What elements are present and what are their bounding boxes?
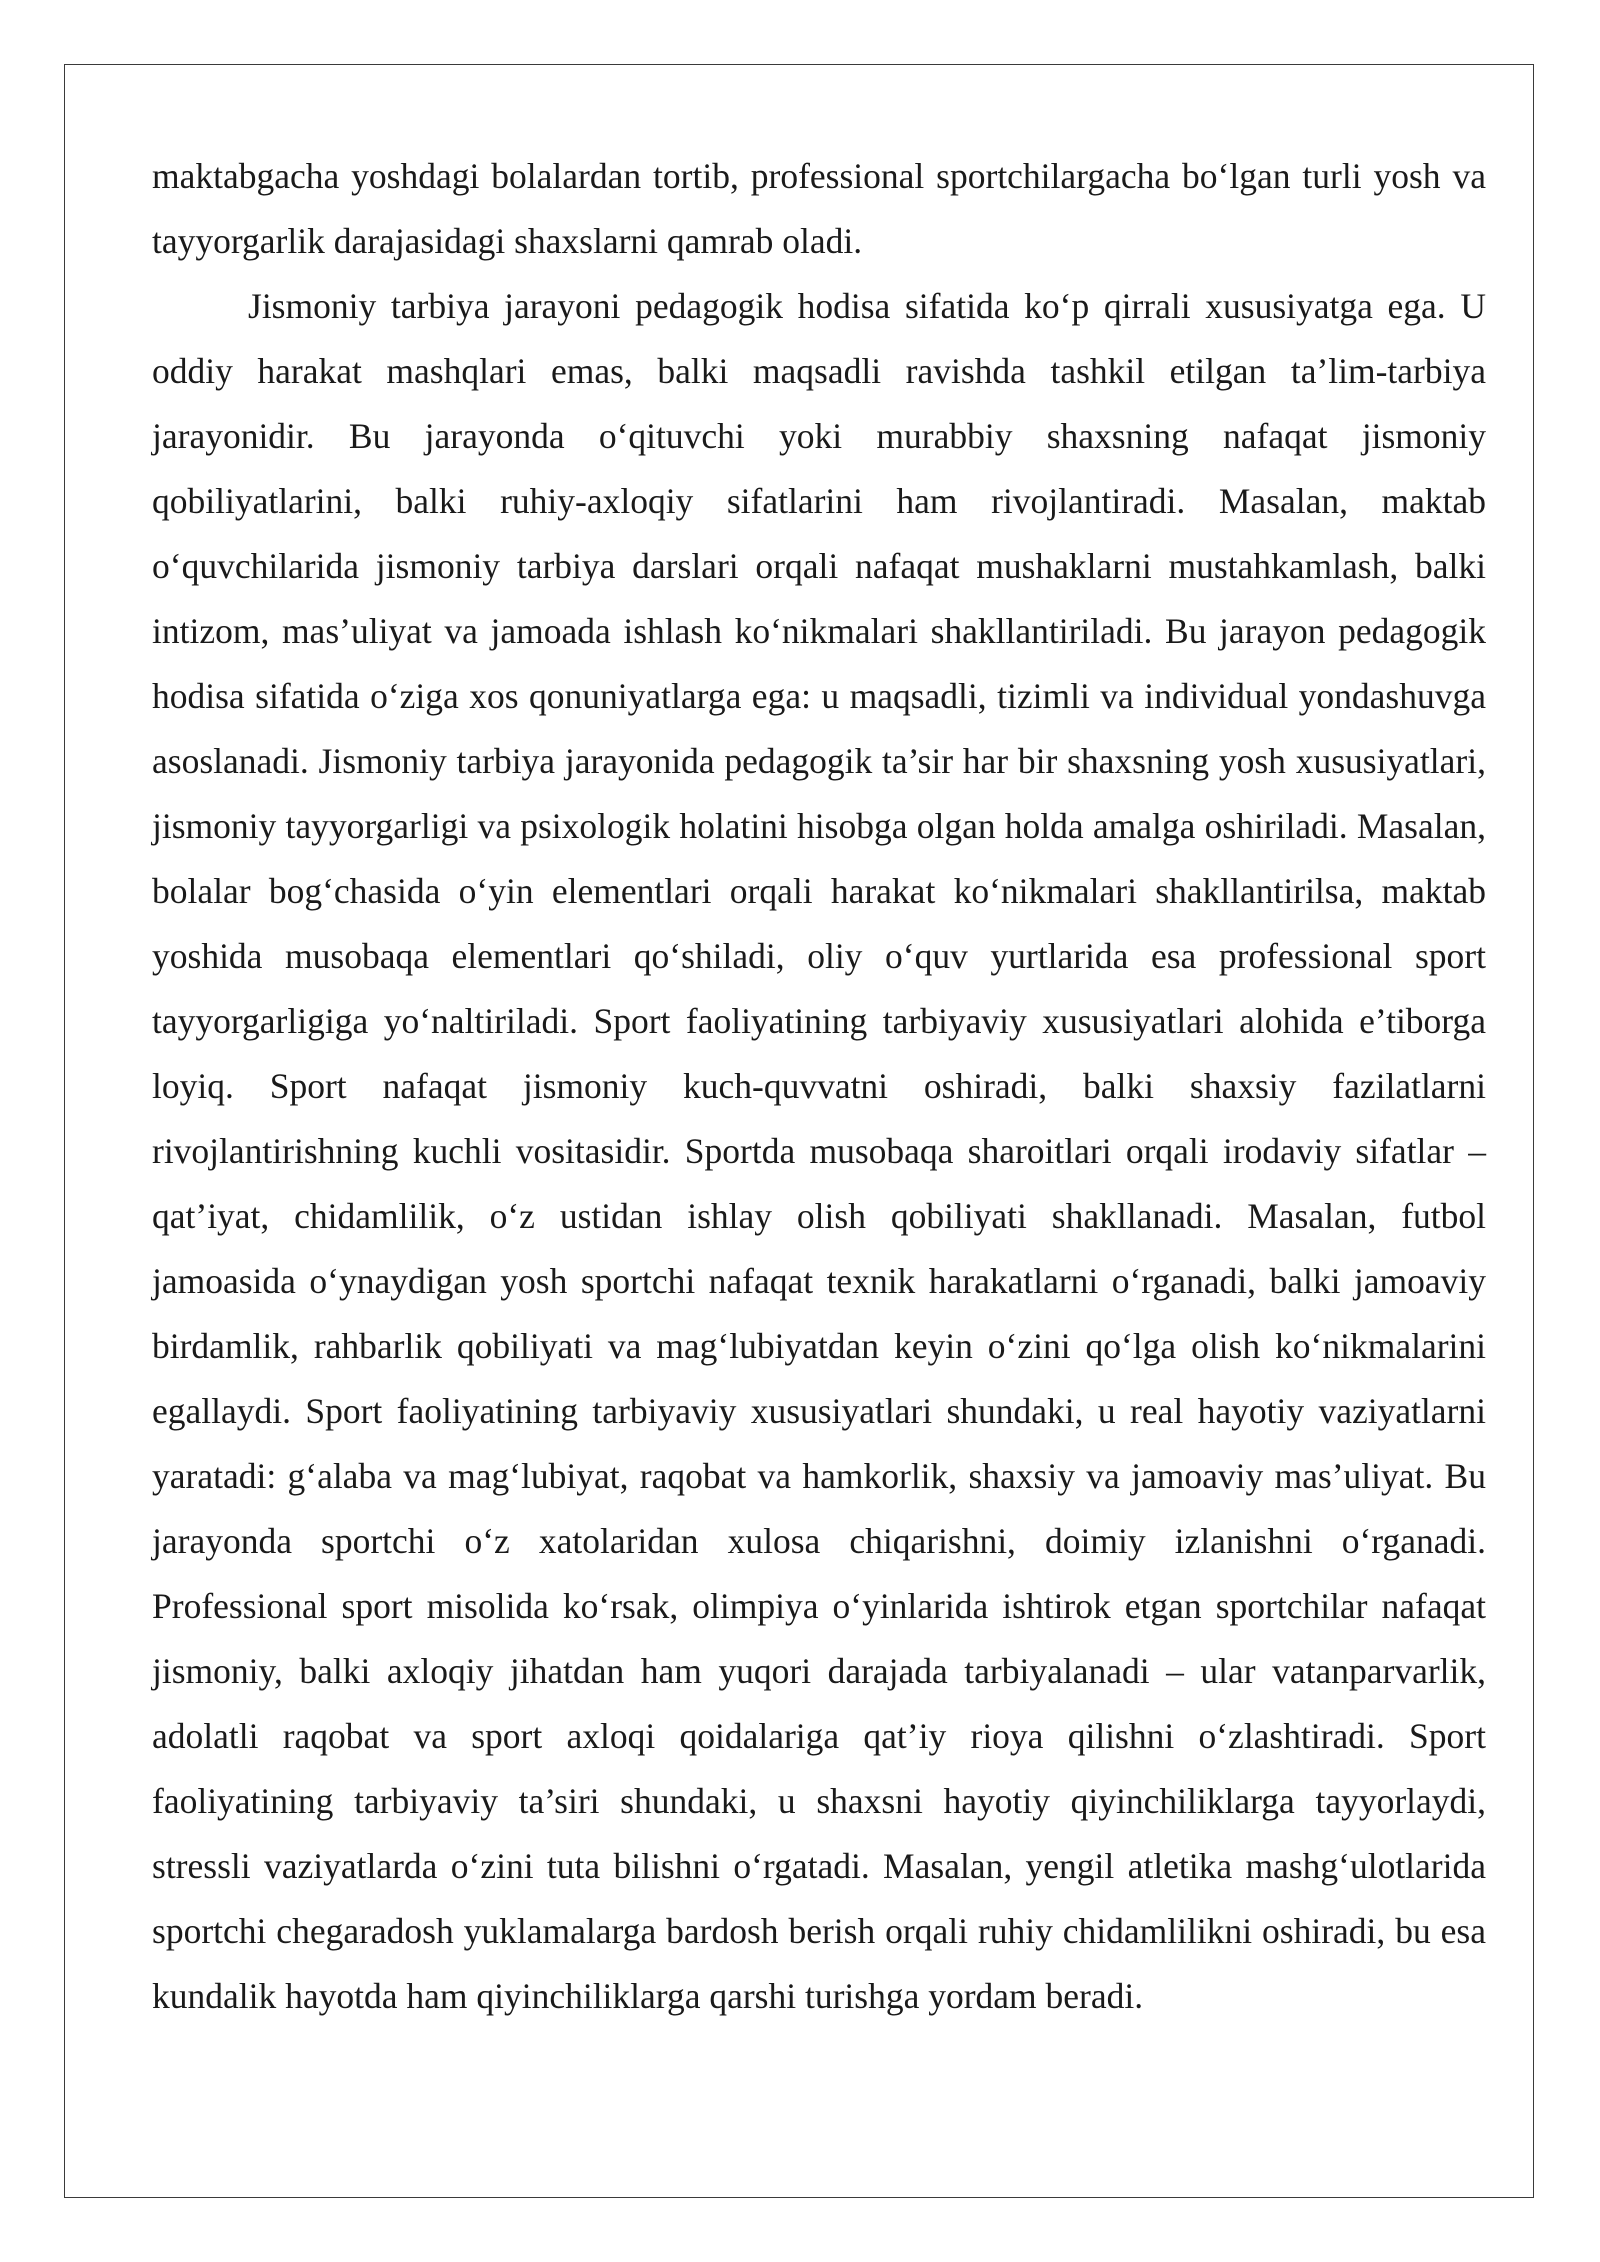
paragraph-continuation: maktabgacha yoshdagi bolalardan tortib, professional sportchilargacha bo‘lgan turli yosh va tayyorgarlik darajasidagi shaxslarni qamrab oladi.: [152, 156, 1486, 261]
paragraph-main: Jismoniy tarbiya jarayoni pedagogik hodisa sifatida ko‘p qirrali xususiyatga ega. U oddiy harakat mashqlari emas, balki maqsadli ravishda tashkil etilgan ta’lim-tarbiya jarayonidir. Bu jarayonda o‘qituvchi yoki murabbiy shaxsning nafaqat jismoniy qobiliyatlarini, balki ruhiy-axloqiy sifatlarini ham rivojlantiradi. Masalan, maktab o‘quvchilarida jismoniy tarbiya darslari orqali nafaqat mushaklarni mustahkamlash, balki intizom, mas’uliyat va jamoada ishlash ko‘nikmalari shakllantiriladi. Bu jarayon pedagogik hodisa sifatida o‘ziga xos qonuniyatlarga ega: u maqsadli, tizimli va individual yondashuvga asoslanadi. Jismoniy tarbiya jarayonida pedagogik ta’sir har bir shaxsning yosh xususiyatlari, jismoniy tayyorgarligi va psixologik holatini hisobga olgan holda amalga oshiriladi. Masalan, bolalar bog‘chasida o‘yin elementlari orqali harakat ko‘nikmalari shakllantirilsa, maktab yoshida musobaqa elementlari qo‘shiladi, oliy o‘quv yurtlarida esa professional sport tayyorgarligiga yo‘naltiriladi. Sport faoliyatining tarbiyaviy xususiyatlari alohida e’tiborga loyiq. Sport nafaqat jismoniy kuch-quvvatni oshiradi, balki shaxsiy fazilatlarni rivojlantirishning kuchli vositasidir. Sportda musobaqa sharoitlari orqali irodaviy sifatlar – qat’iyat, chidamlilik, o‘z ustidan ishlay olish qobiliyati shakllanadi. Masalan, futbol jamoasida o‘ynaydigan yosh sportchi nafaqat texnik harakatlarni o‘rganadi, balki jamoaviy birdamlik, rahbarlik qobiliyati va mag‘lubiyatdan keyin o‘zini qo‘lga olish ko‘nikmalarini egallaydi. Sport faoliyatining tarbiyaviy xususiyatlari shundaki, u real hayotiy vaziyatlarni yaratadi: g‘alaba va mag‘lubiyat, raqobat va hamkorlik, shaxsiy va jamoaviy mas’uliyat. Bu jarayonda sportchi o‘z xatolaridan xulosa chiqarishni, doimiy izlanishni o‘rganadi. Professional sport misolida ko‘rsak, olimpiya o‘yinlarida ishtirok etgan sportchilar nafaqat jismoniy, balki axloqiy jihatdan ham yuqori darajada tarbiyalanadi – ular vatanparvarlik, adolatli raqobat va sport axloqi qoidalariga qat’iy rioya qilishni o‘zlashtiradi. Sport faoliyatining tarbiyaviy ta’siri shundaki, u shaxsni hayotiy qiyinchiliklarga tayyorlaydi, stressli vaziyatlarda o‘zini tuta bilishni o‘rgatadi. Masalan, yengil atletika mashg‘ulotlarida sportchi chegaradosh yuklamalarga bardosh berish orqali ruhiy chidamlilikni oshiradi, bu esa kundalik hayotda ham qiyinchiliklarga qarshi turishga yordam beradi.: [152, 286, 1486, 2016]
document-body: [152, 144, 1486, 2029]
